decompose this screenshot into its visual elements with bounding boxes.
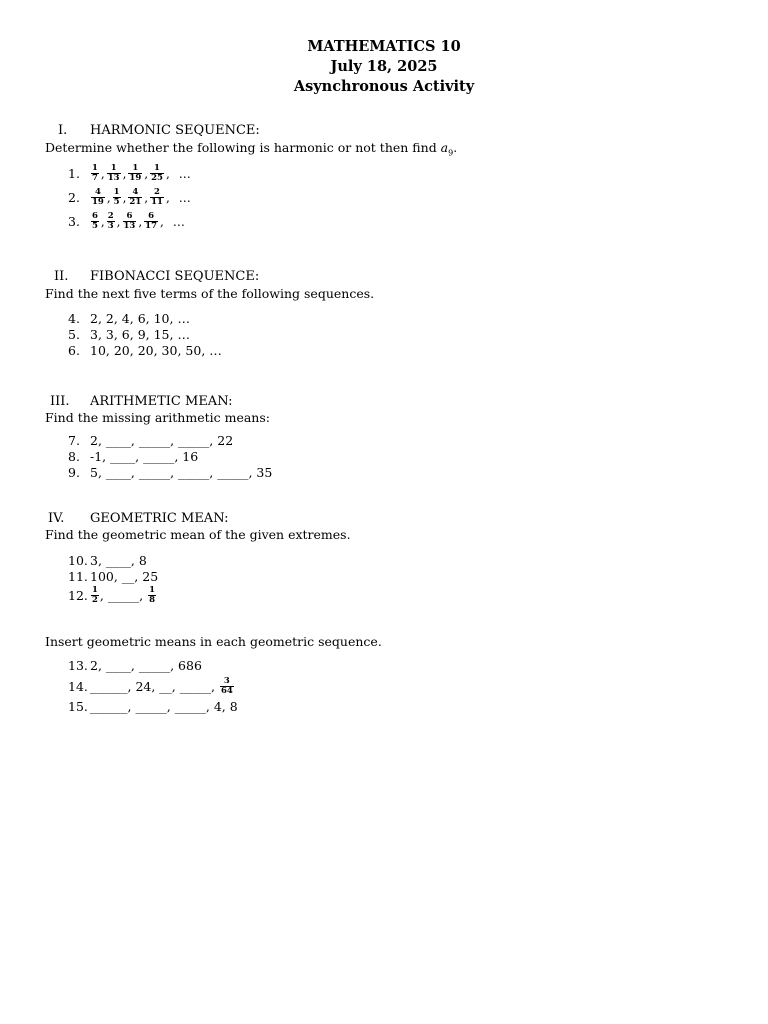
- geometric-instruction-2: Insert geometric means in each geometric sequence.: [45, 634, 382, 649]
- item-number: 14.: [68, 678, 88, 694]
- geometric-instruction: Find the geometric mean of the given extremes.: [45, 527, 351, 542]
- fraction: [148, 586, 156, 605]
- denominator: 3: [107, 221, 114, 231]
- harmonic-item-3: 3. $\frac{6}{5}$ , $\frac{2}{3}$ , $\frac{6}{13}$ , $\frac{6}{17}$ , …: [68, 211, 185, 231]
- denominator: 5: [92, 221, 98, 231]
- item-text: ______, _____, _____, 4, 8: [90, 699, 238, 714]
- item-number: 15.: [68, 699, 88, 714]
- denominator: 11: [151, 197, 163, 207]
- section-numeral: II.: [54, 269, 69, 284]
- item-text: 100, __, 25: [90, 569, 159, 584]
- ellipsis: …: [172, 214, 185, 229]
- item-number: 7.: [68, 433, 80, 448]
- section-numeral: III.: [50, 394, 70, 409]
- arithmetic-item-7: [68, 433, 233, 449]
- denominator: 8: [149, 595, 155, 605]
- geometric-item-10: [68, 553, 147, 569]
- fraction: [91, 586, 99, 605]
- instruction-suffix: .: [453, 140, 458, 155]
- section-title: HARMONIC SEQUENCE:: [90, 123, 260, 138]
- fraction: [220, 677, 234, 696]
- arithmetic-item-9: [68, 465, 272, 481]
- item-number: 5.: [68, 327, 80, 342]
- numerator: 2: [154, 187, 160, 197]
- geometric-item-11: [68, 569, 158, 585]
- fibonacci-item-4: [68, 311, 190, 327]
- section-title: GEOMETRIC MEAN:: [90, 511, 229, 526]
- subject-title: MATHEMATICS 10: [307, 38, 461, 55]
- harmonic-item-1: 1. $\frac{1}{7}$ , $\frac{1}{13}$ , $\frac{1}{19}$ , $\frac{1}{25}$ , …: [68, 163, 191, 183]
- fraction: [113, 188, 121, 207]
- item-number: 11.: [68, 569, 88, 584]
- section-numeral: IV.: [48, 511, 65, 526]
- ellipsis: …: [178, 190, 191, 205]
- geometric-item-14: [68, 677, 235, 696]
- numerator: 1: [113, 187, 120, 197]
- numerator: 4: [132, 187, 139, 197]
- fraction: [107, 164, 121, 183]
- denominator: 25: [151, 173, 163, 183]
- numerator: 1: [154, 163, 160, 173]
- fraction: [123, 212, 137, 231]
- fraction: [128, 164, 142, 183]
- harmonic-instruction: [45, 140, 457, 162]
- fraction: [150, 164, 164, 183]
- section-numeral: I.: [58, 123, 68, 138]
- fraction: [91, 188, 105, 207]
- item-text: , _____,: [99, 587, 148, 603]
- item-number: 1.: [68, 165, 80, 181]
- item-number: 6.: [68, 343, 80, 358]
- item-text: 3, 3, 6, 9, 15, …: [90, 327, 190, 342]
- item-number: 8.: [68, 449, 80, 464]
- numerator: 1: [132, 163, 139, 173]
- activity-title: Asynchronous Activity: [293, 78, 475, 95]
- item-number: 10.: [68, 553, 88, 568]
- fraction: [128, 188, 142, 207]
- item-text: ______, 24, __, _____,: [90, 678, 219, 694]
- numerator: 1: [110, 163, 117, 173]
- geometric-item-12: [68, 586, 157, 605]
- instruction-text: Determine whether the following is harmonic or not then find: [45, 140, 441, 155]
- denominator: 13: [107, 173, 120, 183]
- numerator: 6: [148, 211, 155, 221]
- item-text: -1, ____, _____, 16: [90, 449, 199, 464]
- numerator: 3: [223, 676, 230, 686]
- ellipsis: …: [178, 166, 191, 181]
- numerator: 1: [149, 585, 155, 595]
- geometric-item-13: [68, 658, 202, 674]
- denominator: 7: [92, 173, 98, 183]
- fibonacci-instruction: Find the next five terms of the following sequences.: [45, 286, 375, 301]
- denominator: 17: [145, 221, 158, 231]
- denominator: 5: [113, 197, 120, 207]
- fibonacci-item-6: [68, 343, 222, 359]
- fraction: [107, 212, 115, 231]
- denominator: 19: [129, 173, 142, 183]
- numerator: 6: [92, 211, 98, 221]
- item-number: 12.: [68, 587, 88, 603]
- numerator: 6: [126, 211, 133, 221]
- item-number: 3.: [68, 213, 80, 229]
- fraction: [150, 188, 164, 207]
- instruction-sub: 9: [448, 148, 454, 158]
- numerator: 4: [94, 187, 101, 197]
- denominator: 21: [129, 197, 142, 207]
- harmonic-item-2: 2. $\frac{4}{19}$ , $\frac{1}{5}$ , $\frac{4}{21}$ , $\frac{2}{11}$ , …: [68, 187, 191, 207]
- section-title: ARITHMETIC MEAN:: [90, 394, 233, 409]
- fibonacci-item-5: [68, 327, 190, 343]
- denominator: 19: [92, 197, 104, 207]
- item-text: 5, ____, _____, _____, _____, 35: [90, 465, 273, 480]
- item-number: 2.: [68, 189, 80, 205]
- fraction: [91, 164, 99, 183]
- denominator: 2: [92, 595, 98, 605]
- item-text: 2, ____, _____, _____, 22: [90, 433, 234, 448]
- fraction: [91, 212, 99, 231]
- item-text: 3, ____, 8: [90, 553, 147, 568]
- date-title: July 18, 2025: [330, 58, 438, 75]
- numerator: 2: [107, 211, 114, 221]
- denominator: 64: [220, 686, 233, 696]
- item-text: 10, 20, 20, 30, 50, …: [90, 343, 222, 358]
- arithmetic-item-8: [68, 449, 198, 465]
- item-number: 13.: [68, 658, 88, 673]
- item-text: 2, 2, 4, 6, 10, …: [90, 311, 190, 326]
- numerator: 1: [92, 585, 98, 595]
- instruction-var: a: [440, 140, 449, 155]
- item-number: 9.: [68, 465, 80, 480]
- item-number: 4.: [68, 311, 80, 326]
- numerator: 1: [92, 163, 98, 173]
- section-title: FIBONACCI SEQUENCE:: [90, 269, 260, 284]
- denominator: 13: [123, 221, 136, 231]
- item-text: 2, ____, _____, 686: [90, 658, 202, 673]
- arithmetic-instruction: Find the missing arithmetic means:: [45, 410, 270, 425]
- geometric-item-15: [68, 699, 238, 715]
- fraction: [144, 212, 158, 231]
